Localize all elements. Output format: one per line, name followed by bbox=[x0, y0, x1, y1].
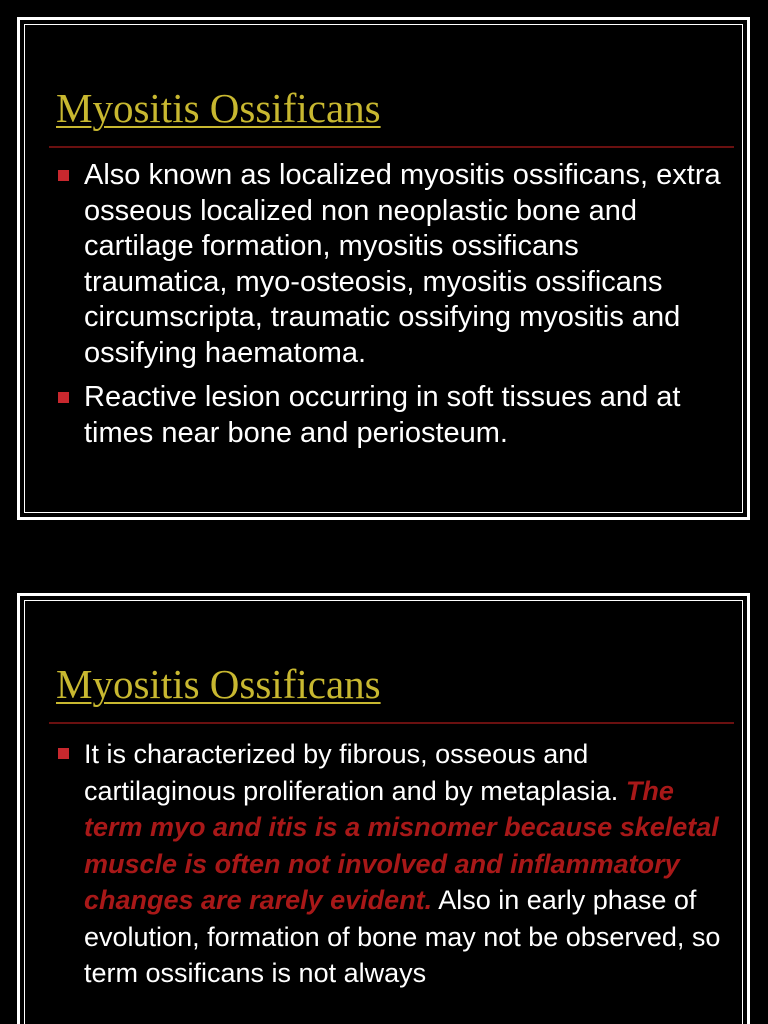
slide-2-bullet-1-emphasis: The term myo and itis is a misnomer because skeletal muscle is often not involved and inflammatory changes are rarely evident. bbox=[84, 775, 719, 915]
slide-2-bullet-1-text-before: It is characterized by fibrous, osseous and cartilaginous proliferation and by metaplasia. bbox=[84, 739, 619, 806]
slide-2 bbox=[17, 593, 750, 1024]
slide-1 bbox=[17, 17, 750, 520]
slide-1-bullet-1 bbox=[56, 158, 723, 371]
slide-1-bullet-list bbox=[56, 158, 723, 451]
square-bullet-icon bbox=[58, 392, 69, 403]
slide-1-title-divider bbox=[49, 146, 734, 148]
slide-1-bullet-2-text: Reactive lesion occurring in soft tissues and at times near bone and periosteum. bbox=[84, 381, 681, 449]
slide-1-bullet-1-text: Also known as localized myositis ossificans, extra osseous localized non neoplastic bone and cartilage formation, myositis ossificans traumatica, myo-osteosis, myositis ossificans circumscripta, traumatic ossifying myositis and ossifying haematoma. bbox=[84, 159, 721, 369]
slide-1-title: Myositis Ossificans bbox=[56, 85, 381, 131]
slide-2-title-divider bbox=[49, 722, 734, 724]
slide-2-bullet-1 bbox=[56, 736, 723, 992]
square-bullet-icon bbox=[58, 748, 69, 759]
slide-2-bullet-list bbox=[56, 736, 723, 992]
slide-2-title: Myositis Ossificans bbox=[56, 661, 381, 707]
slide-2-bullet-1-text-after: Also in early phase of evolution, formation of bone may not be observed, so term ossificans is not always bbox=[84, 885, 721, 988]
slide-1-bullet-2 bbox=[56, 380, 723, 451]
square-bullet-icon bbox=[58, 170, 69, 181]
